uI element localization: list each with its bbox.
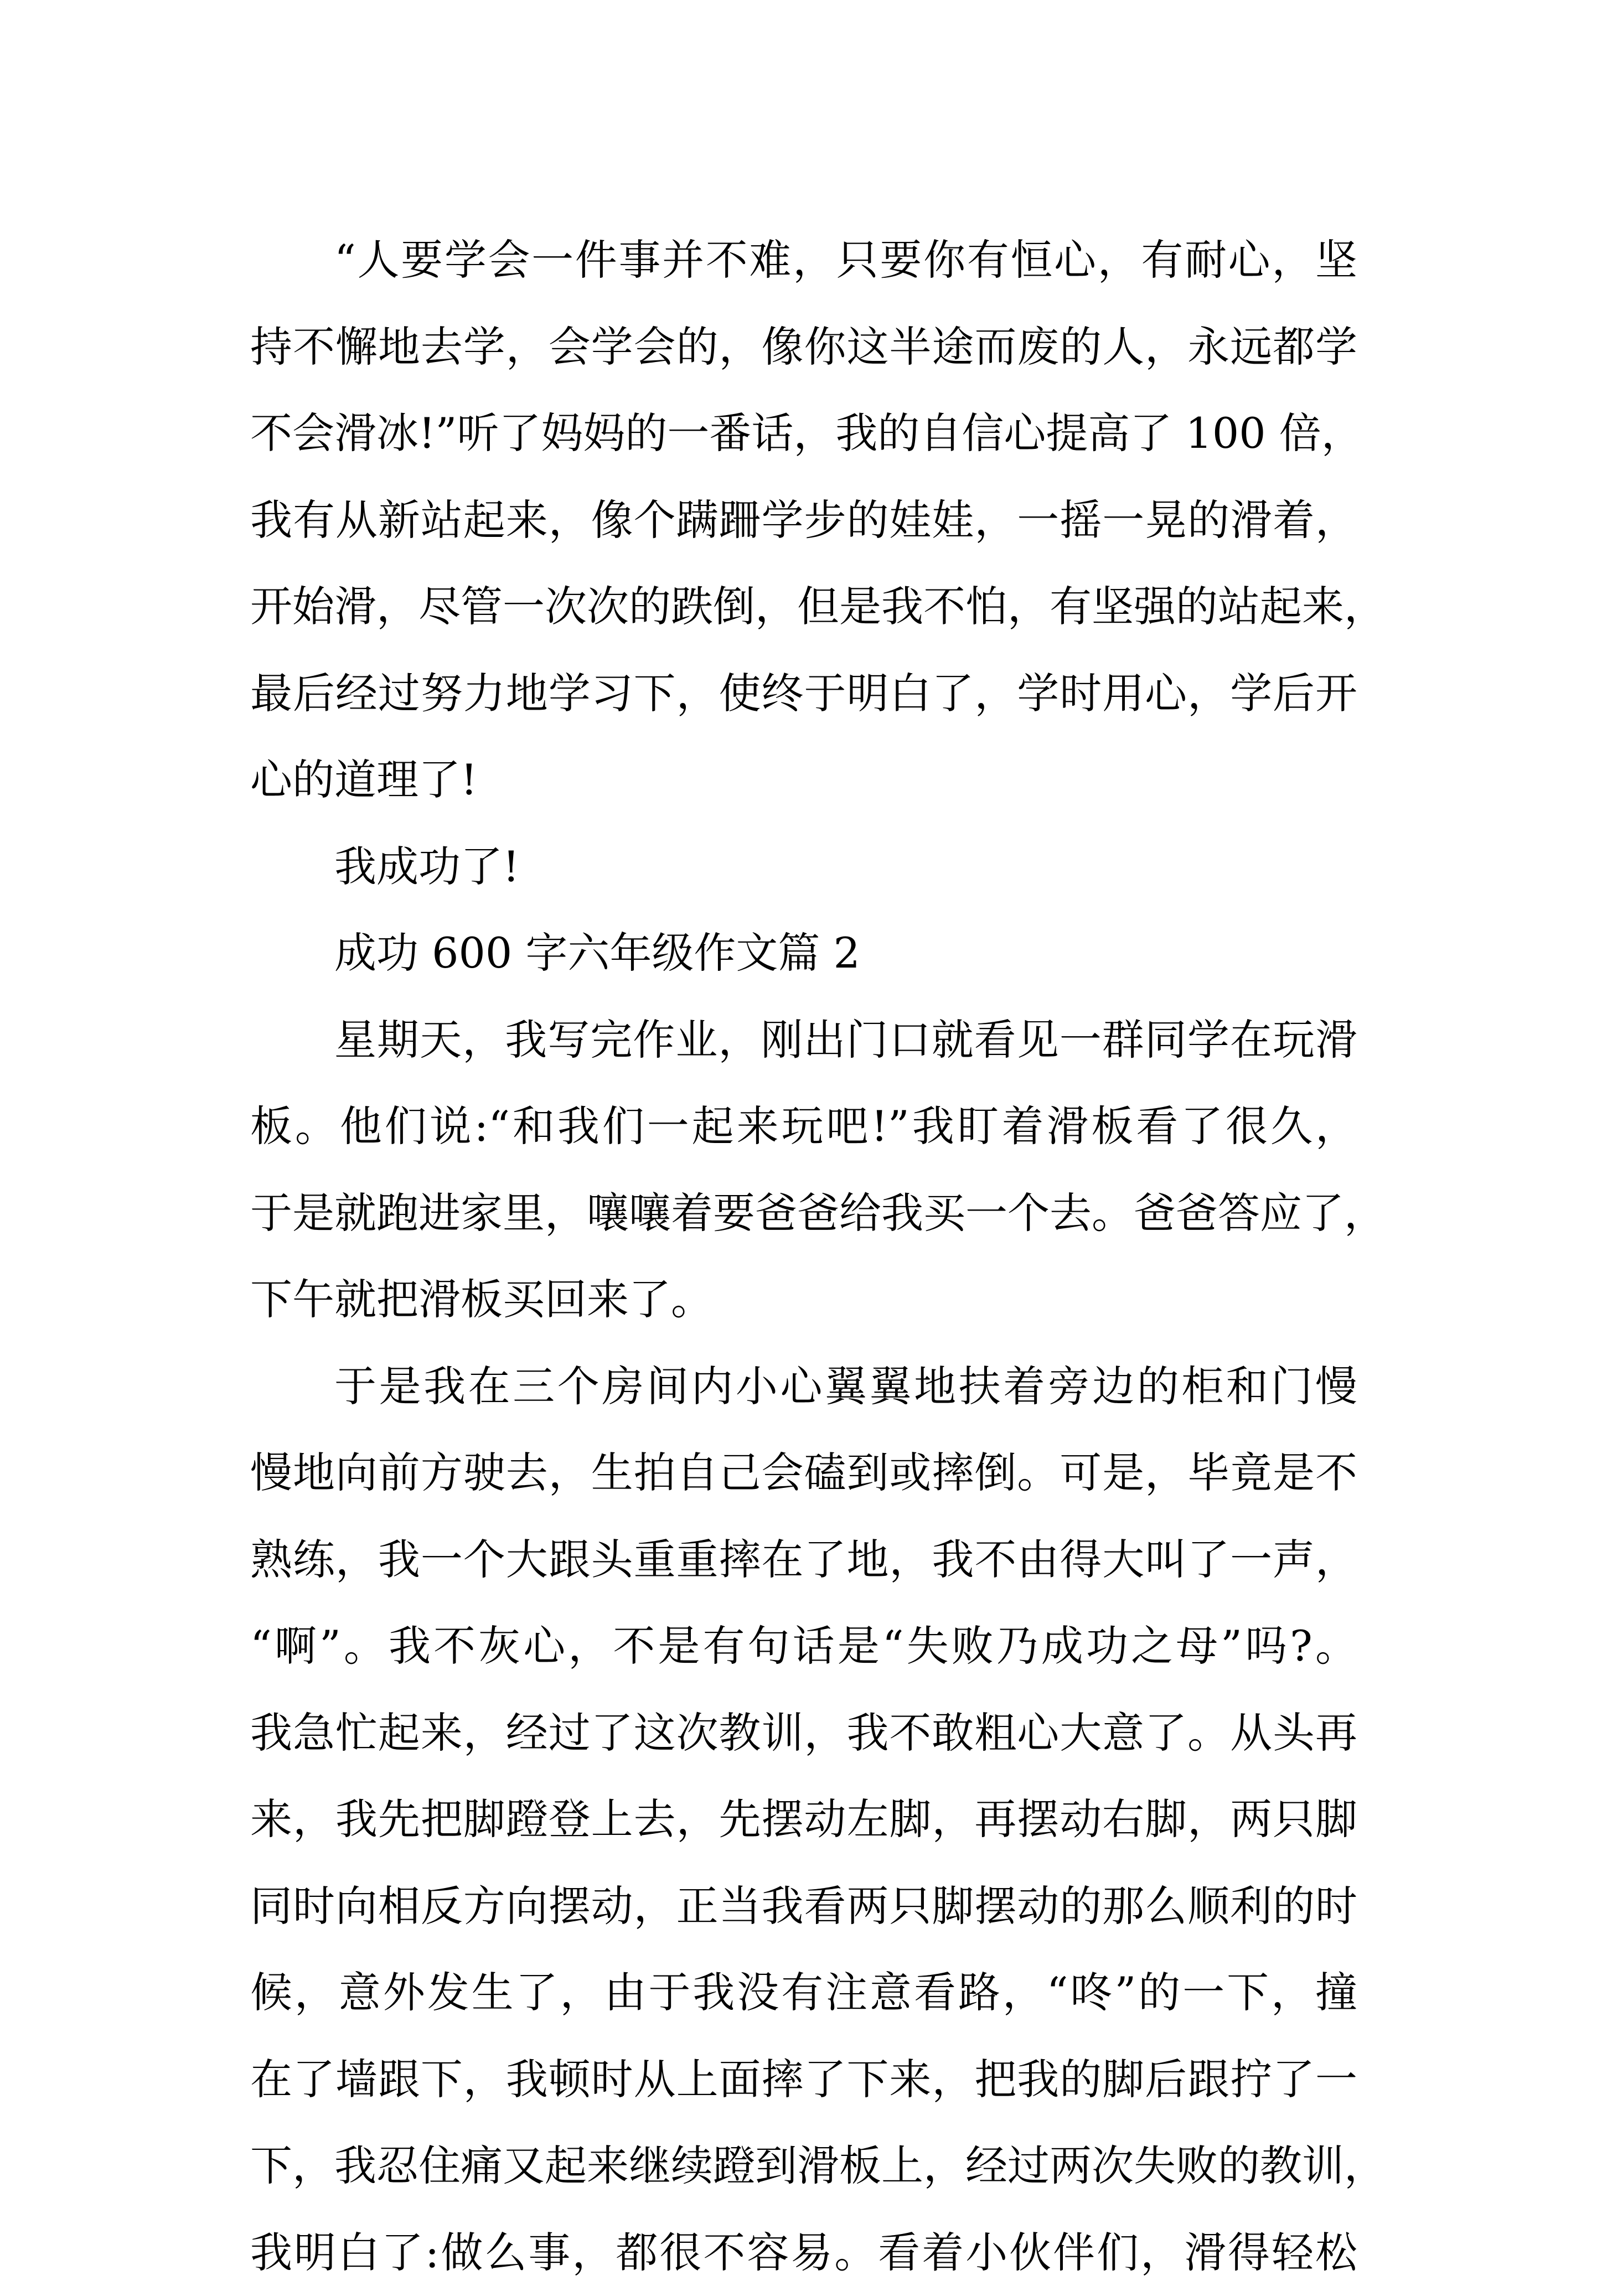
paragraph-4-line-2: 慢地向前方驶去，生拍自己会磕到或摔倒。可是，毕竟是不 — [250, 1430, 1357, 1517]
paragraph-1-line-7: 心的道理了! — [250, 737, 1357, 824]
paragraph-1-line-2: 持不懈地去学，会学会的，像你这半途而废的人，永远都学 — [250, 304, 1357, 391]
paragraph-4-line-10: 下，我忍住痛又起来继续蹬到滑板上，经过两次失败的教训， — [250, 2123, 1357, 2210]
paragraph-1-line-1: “人要学会一件事并不难，只要你有恒心，有耐心，坚 — [250, 217, 1357, 304]
paragraph-4-line-6: 来，我先把脚蹬登上去，先摆动左脚，再摆动右脚，两只脚 — [250, 1776, 1357, 1863]
paragraph-1-line-6: 最后经过努力地学习下，使终于明白了，学时用心，学后开 — [250, 650, 1357, 737]
paragraph-3-line-4: 下午就把滑板买回来了。 — [250, 1256, 1357, 1343]
paragraph-3-line-2: 板。他们说:“和我们一起来玩吧!”我盯着滑板看了很久， — [250, 1083, 1357, 1170]
paragraph-1-line-3: 不会滑冰!”听了妈妈的一番话，我的自信心提高了 100 倍， — [250, 390, 1357, 477]
paragraph-4-line-4: “啊”。我不灰心，不是有句话是“失败乃成功之母”吗?。 — [250, 1603, 1357, 1690]
paragraph-3-line-1: 星期天，我写完作业，刚出门口就看见一群同学在玩滑 — [250, 997, 1357, 1084]
paragraph-4-line-1: 于是我在三个房间内小心翼翼地扶着旁边的柜和门慢 — [250, 1343, 1357, 1430]
paragraph-3-line-3: 于是就跑进家里，嚷嚷着要爸爸给我买一个去。爸爸答应了， — [250, 1170, 1357, 1257]
paragraph-4-line-9: 在了墙跟下，我顿时从上面摔了下来，把我的脚后跟拧了一 — [250, 2036, 1357, 2123]
section-heading: 成功 600 字六年级作文篇 2 — [250, 910, 1357, 997]
paragraph-1-line-5: 开始滑，尽管一次次的跌倒，但是我不怕，有坚强的站起来， — [250, 563, 1357, 650]
paragraph-4-line-11: 我明白了:做么事，都很不容易。看着小伙伴们，滑得轻松 — [250, 2210, 1357, 2296]
paragraph-4-line-5: 我急忙起来，经过了这次教训，我不敢粗心大意了。从头再 — [250, 1690, 1357, 1777]
document-body — [250, 217, 1357, 2296]
paragraph-4-line-7: 同时向相反方向摆动，正当我看两只脚摆动的那么顺利的时 — [250, 1863, 1357, 1950]
paragraph-4-line-8: 候，意外发生了，由于我没有注意看路，“咚”的一下，撞 — [250, 1949, 1357, 2036]
paragraph-2-line-1: 我成功了! — [250, 824, 1357, 911]
paragraph-1-line-4: 我有从新站起来，像个蹒跚学步的娃娃，一摇一晃的滑着， — [250, 477, 1357, 564]
paragraph-4-line-3: 熟练，我一个大跟头重重摔在了地，我不由得大叫了一声， — [250, 1517, 1357, 1604]
